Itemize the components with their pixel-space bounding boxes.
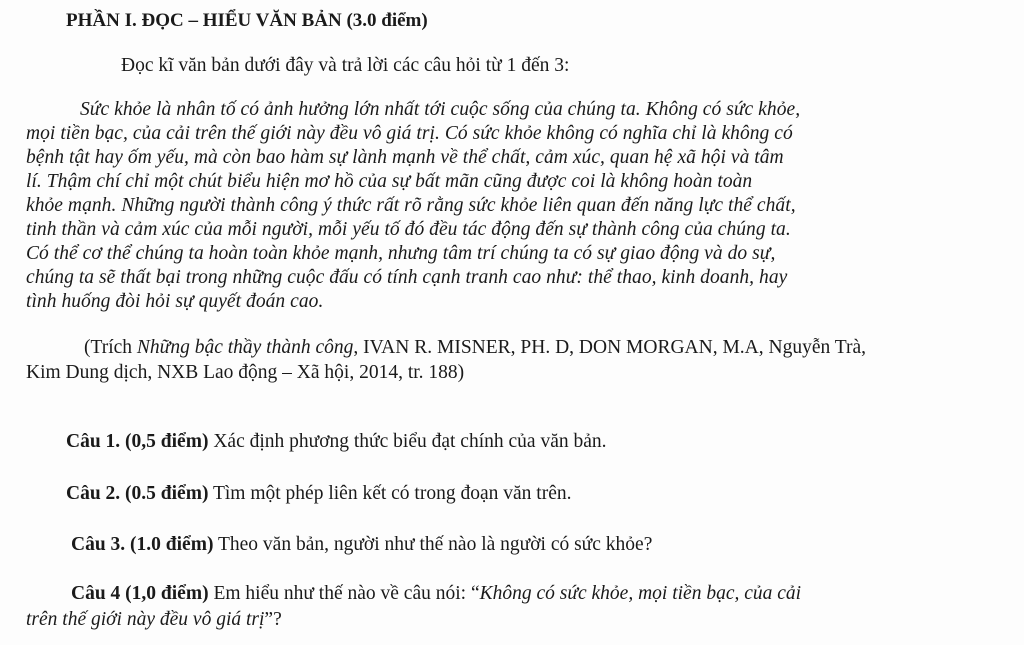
question-2-text: Tìm một phép liên kết có trong đoạn văn trên. (208, 483, 572, 504)
citation-authors: , IVAN R. MISNER, PH. D, DON MORGAN, M.A, Nguyễn Trà, (353, 337, 867, 358)
citation-book-title: Những bậc thầy thành công (136, 337, 354, 358)
question-3 (71, 534, 652, 556)
citation-prefix: (Trích (84, 337, 137, 358)
question-4-label: Câu 4 (1,0 điểm) (71, 583, 209, 604)
question-3-label: Câu 3. (1.0 điểm) (71, 534, 214, 555)
passage-line: bệnh tật hay ốm yếu, mà còn bao hàm sự lành mạnh về thể chất, cảm xúc, quan hệ xã hội và tâm (26, 147, 784, 168)
passage-line: mọi tiền bạc, của cải trên thế giới này đều vô giá trị. Có sức khỏe không có nghĩa chỉ là không có (26, 123, 793, 144)
passage-line: Có thể cơ thể chúng ta hoàn toàn khỏe mạnh, nhưng tâm trí chúng ta có sự giao động và do sự, (26, 243, 776, 264)
instruction-text: Đọc kĩ văn bản dưới đây và trả lời các câu hỏi từ 1 đến 3: (121, 55, 570, 76)
question-1 (66, 431, 607, 453)
passage-line: Sức khỏe là nhân tố có ảnh hưởng lớn nhất tới cuộc sống của chúng ta. Không có sức khỏe, (80, 99, 801, 120)
question-4-quote-line-2: trên thế giới này đều vô giá trị (26, 609, 265, 630)
question-3-text: Theo văn bản, người như thế nào là người có sức khỏe? (213, 534, 653, 555)
passage-line: khỏe mạnh. Những người thành công ý thức rất rõ rằng sức khỏe liên quan đến năng lực thể chất, (26, 195, 796, 216)
question-4-text: Em hiểu như thế nào về câu nói: “ (208, 583, 480, 604)
passage-line: chúng ta sẽ thất bại trong những cuộc đấu có tính cạnh tranh cao như: thể thao, kinh doanh, hay (26, 267, 788, 288)
citation-line-1 (84, 337, 866, 359)
passage-line: tinh thần và cảm xúc của mỗi người, mỗi yếu tố đó đều tác động đến sự thành công của chúng ta. (26, 219, 791, 240)
question-4-continuation (26, 609, 282, 631)
question-4 (71, 583, 801, 605)
citation-line-2: Kim Dung dịch, NXB Lao động – Xã hội, 2014, tr. 188) (26, 362, 465, 383)
passage-line: lí. Thậm chí chỉ một chút biểu hiện mơ hồ của sự bất mãn cũng được coi là không hoàn toàn (26, 171, 753, 192)
question-1-label: Câu 1. (0,5 điểm) (66, 431, 209, 452)
question-1-text: Xác định phương thức biểu đạt chính của văn bản. (208, 431, 607, 452)
question-4-closing: ”? (264, 609, 282, 630)
question-4-quote-line-1: Không có sức khỏe, mọi tiền bạc, của cải (479, 583, 802, 604)
section-heading: PHẦN I. ĐỌC – HIỂU VĂN BẢN (3.0 điểm) (66, 10, 428, 31)
question-2-label: Câu 2. (0.5 điểm) (66, 483, 209, 504)
passage-line: tình huống đòi hỏi sự quyết đoán cao. (26, 291, 324, 312)
question-2 (66, 483, 571, 505)
